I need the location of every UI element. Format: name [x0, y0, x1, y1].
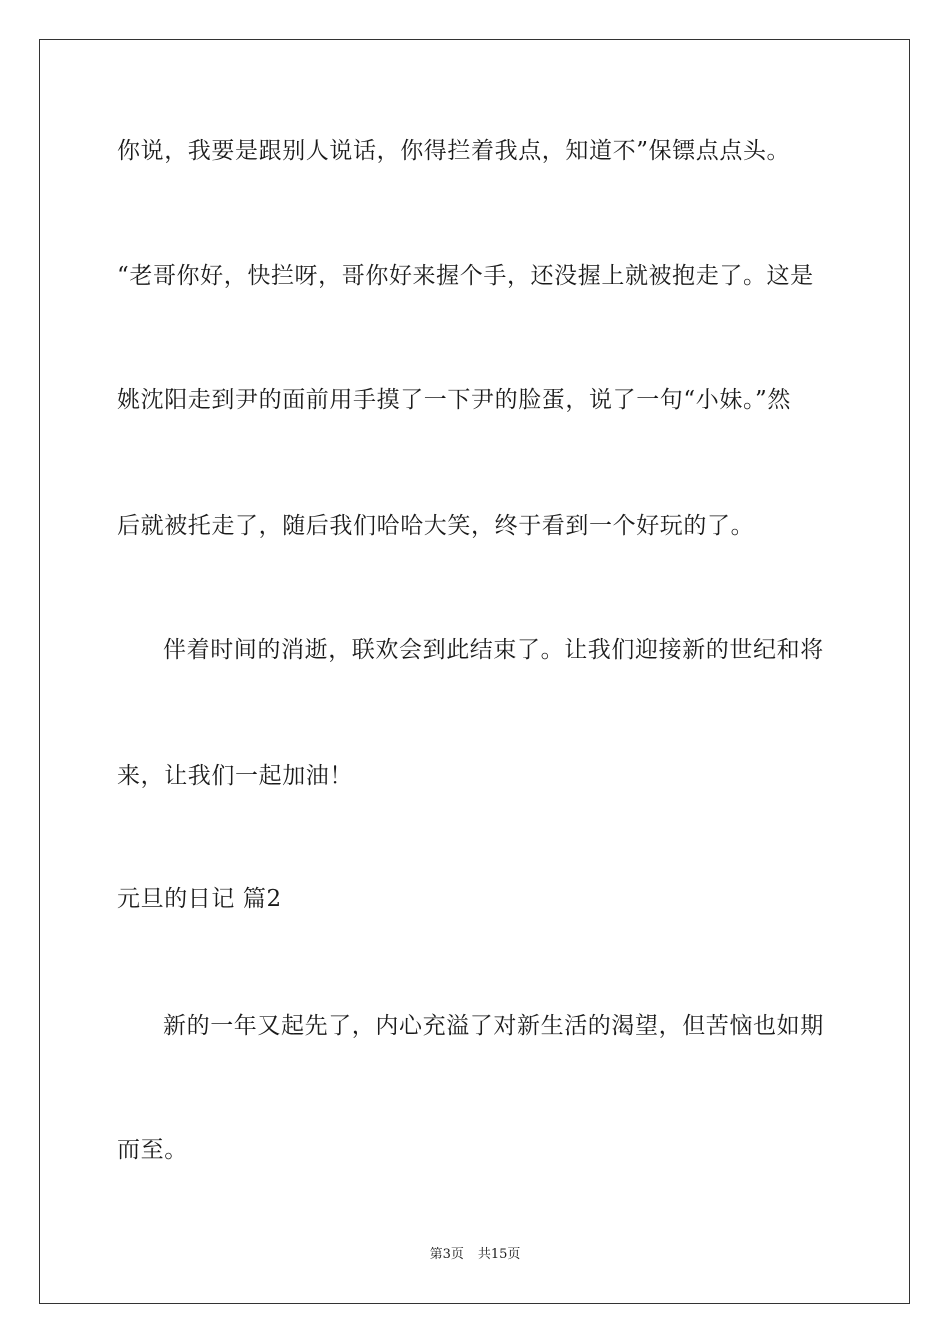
paragraph-start-line: 伴着时间的消逝，联欢会到此结束了。让我们迎接新的世纪和将	[163, 637, 824, 663]
section-heading: 元旦的日记 篇2	[117, 886, 282, 912]
text-line-4: 后就被托走了，随后我们哈哈大笑，终于看到一个好玩的了。	[117, 513, 755, 539]
text-line-3: 姚沈阳走到尹的面前用手摸了一下尹的脸蛋，说了一句“小妹。”然	[117, 387, 792, 413]
paragraph-start-line-2: 新的一年又起先了，内心充溢了对新生活的渴望，但苦恼也如期	[163, 1013, 824, 1039]
text-line-9: 而至。	[117, 1137, 188, 1163]
text-line-1: 你说，我要是跟别人说话，你得拦着我点，知道不”保镖点点头。	[117, 138, 791, 164]
page-footer	[0, 1246, 950, 1264]
page-number-total: 共15页	[477, 1247, 521, 1262]
page-border	[39, 39, 910, 1304]
page-number-current: 第3页	[429, 1247, 464, 1262]
text-line-2: “老哥你好，快拦呀，哥你好来握个手，还没握上就被抱走了。这是	[117, 263, 814, 289]
text-line-6: 来，让我们一起加油！	[117, 763, 353, 789]
